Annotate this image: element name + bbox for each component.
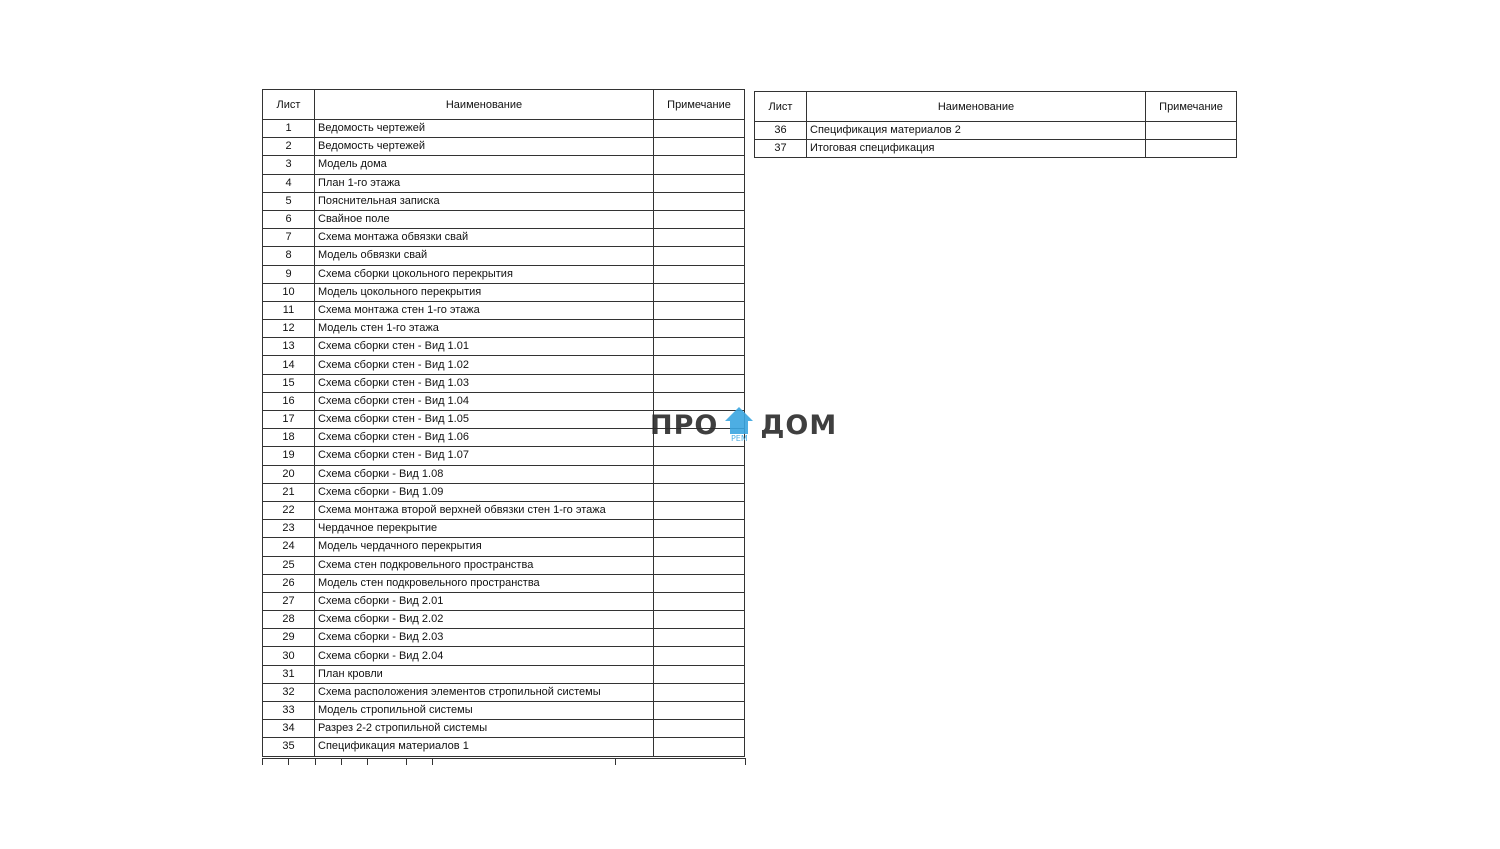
table-row	[263, 720, 745, 738]
house-icon	[722, 404, 756, 446]
sheet-number-cell: 20	[263, 465, 315, 483]
sheet-name-cell: План 1-го этажа	[315, 174, 654, 192]
table-header-row	[755, 92, 1237, 122]
table-row	[263, 283, 745, 301]
table-row	[263, 265, 745, 283]
table-row	[263, 320, 745, 338]
table-row	[263, 483, 745, 501]
sheet-name-cell: Схема сборки стен - Вид 1.02	[315, 356, 654, 374]
table-row	[263, 138, 745, 156]
sheet-note-cell	[654, 120, 745, 138]
table-row	[263, 702, 745, 720]
sheet-name-cell: Итоговая спецификация	[807, 140, 1146, 158]
sheet-note-cell	[654, 247, 745, 265]
header-name: Наименование	[315, 90, 654, 120]
watermark-subtext: РЕМ	[730, 434, 748, 443]
sheet-number-cell: 5	[263, 192, 315, 210]
sheet-note-cell	[654, 702, 745, 720]
sheet-note-cell	[654, 611, 745, 629]
sheet-name-cell: Схема сборки цокольного перекрытия	[315, 265, 654, 283]
table-row	[263, 665, 745, 683]
table-row	[263, 520, 745, 538]
table-row	[263, 629, 745, 647]
drawing-list-table-right	[754, 91, 1237, 158]
header-sheet: Лист	[755, 92, 807, 122]
sheet-name-cell: Ведомость чертежей	[315, 138, 654, 156]
sheet-name-cell: Модель обвязки свай	[315, 247, 654, 265]
table-row	[263, 192, 745, 210]
table-row	[263, 611, 745, 629]
sheet-note-cell	[654, 629, 745, 647]
sheet-name-cell: Схема сборки стен - Вид 1.04	[315, 392, 654, 410]
sheet-number-cell: 24	[263, 538, 315, 556]
sheet-note-cell	[654, 592, 745, 610]
sheet-note-cell	[654, 283, 745, 301]
sheet-note-cell	[1146, 140, 1237, 158]
sheet-number-cell: 19	[263, 447, 315, 465]
sheet-number-cell: 23	[263, 520, 315, 538]
sheet-number-cell: 9	[263, 265, 315, 283]
sheet-number-cell: 34	[263, 720, 315, 738]
table-row	[263, 301, 745, 319]
sheet-name-cell: Модель чердачного перекрытия	[315, 538, 654, 556]
sheet-name-cell: Схема монтажа обвязки свай	[315, 229, 654, 247]
table-row	[755, 140, 1237, 158]
sheet-number-cell: 11	[263, 301, 315, 319]
sheet-number-cell: 27	[263, 592, 315, 610]
sheet-number-cell: 17	[263, 411, 315, 429]
table-row	[263, 683, 745, 701]
table-header-row	[263, 90, 745, 120]
sheet-name-cell: План кровли	[315, 665, 654, 683]
sheet-number-cell: 1	[263, 120, 315, 138]
sheet-name-cell: Схема сборки стен - Вид 1.05	[315, 411, 654, 429]
sheet-note-cell	[654, 647, 745, 665]
table-row	[263, 538, 745, 556]
sheet-number-cell: 15	[263, 374, 315, 392]
table-row	[263, 338, 745, 356]
sheet-number-cell: 2	[263, 138, 315, 156]
sheet-name-cell: Схема сборки - Вид 2.01	[315, 592, 654, 610]
watermark-text-right: ДОМ	[760, 409, 838, 441]
sheet-name-cell: Модель стен подкровельного пространства	[315, 574, 654, 592]
table-row	[263, 447, 745, 465]
sheet-name-cell: Модель стропильной системы	[315, 702, 654, 720]
sheet-name-cell: Пояснительная записка	[315, 192, 654, 210]
sheet-note-cell	[654, 538, 745, 556]
table-row	[263, 374, 745, 392]
sheet-note-cell	[654, 192, 745, 210]
sheet-number-cell: 25	[263, 556, 315, 574]
sheet-name-cell: Схема монтажа стен 1-го этажа	[315, 301, 654, 319]
sheet-name-cell: Схема сборки - Вид 2.02	[315, 611, 654, 629]
watermark-logo	[650, 404, 837, 446]
title-block-strip	[262, 758, 746, 765]
watermark-text-left: ПРО	[650, 409, 719, 441]
sheet-note-cell	[654, 520, 745, 538]
sheet-name-cell: Схема сборки стен - Вид 1.03	[315, 374, 654, 392]
sheet-name-cell: Схема стен подкровельного пространства	[315, 556, 654, 574]
table-row	[263, 501, 745, 519]
sheet-number-cell: 29	[263, 629, 315, 647]
sheet-number-cell: 14	[263, 356, 315, 374]
sheet-note-cell	[654, 138, 745, 156]
table-row	[263, 556, 745, 574]
sheet-number-cell: 22	[263, 501, 315, 519]
sheet-number-cell: 36	[755, 122, 807, 140]
sheet-number-cell: 31	[263, 665, 315, 683]
sheet-number-cell: 28	[263, 611, 315, 629]
table-row	[263, 120, 745, 138]
sheet-number-cell: 13	[263, 338, 315, 356]
sheet-note-cell	[654, 210, 745, 228]
header-sheet: Лист	[263, 90, 315, 120]
sheet-number-cell: 32	[263, 683, 315, 701]
sheet-note-cell	[654, 665, 745, 683]
sheet-name-cell: Разрез 2-2 стропильной системы	[315, 720, 654, 738]
sheet-note-cell	[654, 320, 745, 338]
sheet-name-cell: Схема сборки стен - Вид 1.07	[315, 447, 654, 465]
table-row	[263, 229, 745, 247]
sheet-name-cell: Чердачное перекрытие	[315, 520, 654, 538]
table-row	[263, 592, 745, 610]
sheet-name-cell: Модель дома	[315, 156, 654, 174]
sheet-number-cell: 6	[263, 210, 315, 228]
table-row	[263, 356, 745, 374]
sheet-note-cell	[654, 356, 745, 374]
sheet-number-cell: 4	[263, 174, 315, 192]
sheet-name-cell: Схема сборки - Вид 2.03	[315, 629, 654, 647]
sheet-number-cell: 16	[263, 392, 315, 410]
sheet-note-cell	[654, 720, 745, 738]
table-row	[755, 122, 1237, 140]
sheet-name-cell: Спецификация материалов 1	[315, 738, 654, 756]
table-row	[263, 574, 745, 592]
sheet-number-cell: 21	[263, 483, 315, 501]
sheet-number-cell: 26	[263, 574, 315, 592]
header-name: Наименование	[807, 92, 1146, 122]
sheet-note-cell	[654, 501, 745, 519]
header-note: Примечание	[654, 90, 745, 120]
sheet-number-cell: 33	[263, 702, 315, 720]
sheet-name-cell: Схема монтажа второй верхней обвязки стен 1-го этажа	[315, 501, 654, 519]
table-row	[263, 156, 745, 174]
header-note: Примечание	[1146, 92, 1237, 122]
table-row	[263, 174, 745, 192]
sheet-note-cell	[654, 556, 745, 574]
sheet-name-cell: Схема сборки - Вид 1.08	[315, 465, 654, 483]
sheet-note-cell	[654, 265, 745, 283]
sheet-note-cell	[654, 174, 745, 192]
sheet-note-cell	[654, 156, 745, 174]
sheet-note-cell	[654, 574, 745, 592]
sheet-name-cell: Схема сборки - Вид 1.09	[315, 483, 654, 501]
sheet-name-cell: Свайное поле	[315, 210, 654, 228]
table-row	[263, 738, 745, 756]
sheet-name-cell: Схема сборки стен - Вид 1.06	[315, 429, 654, 447]
sheet-number-cell: 7	[263, 229, 315, 247]
sheet-number-cell: 35	[263, 738, 315, 756]
sheet-number-cell: 30	[263, 647, 315, 665]
sheet-name-cell: Модель цокольного перекрытия	[315, 283, 654, 301]
sheet-number-cell: 8	[263, 247, 315, 265]
sheet-note-cell	[654, 683, 745, 701]
sheet-name-cell: Схема сборки - Вид 2.04	[315, 647, 654, 665]
sheet-name-cell: Схема расположения элементов стропильной системы	[315, 683, 654, 701]
sheet-name-cell: Спецификация материалов 2	[807, 122, 1146, 140]
sheet-note-cell	[654, 738, 745, 756]
table-row	[263, 465, 745, 483]
table-body-right	[755, 122, 1237, 158]
sheet-number-cell: 18	[263, 429, 315, 447]
sheet-note-cell	[654, 447, 745, 465]
sheet-name-cell: Ведомость чертежей	[315, 120, 654, 138]
table-row	[263, 647, 745, 665]
sheet-number-cell: 3	[263, 156, 315, 174]
sheet-number-cell: 10	[263, 283, 315, 301]
sheet-number-cell: 37	[755, 140, 807, 158]
sheet-note-cell	[654, 229, 745, 247]
sheet-note-cell	[654, 465, 745, 483]
sheet-note-cell	[654, 301, 745, 319]
table-row	[263, 247, 745, 265]
sheet-note-cell	[1146, 122, 1237, 140]
sheet-number-cell: 12	[263, 320, 315, 338]
sheet-note-cell	[654, 374, 745, 392]
table-row	[263, 210, 745, 228]
sheet-note-cell	[654, 338, 745, 356]
sheet-name-cell: Схема сборки стен - Вид 1.01	[315, 338, 654, 356]
sheet-name-cell: Модель стен 1-го этажа	[315, 320, 654, 338]
sheet-note-cell	[654, 483, 745, 501]
